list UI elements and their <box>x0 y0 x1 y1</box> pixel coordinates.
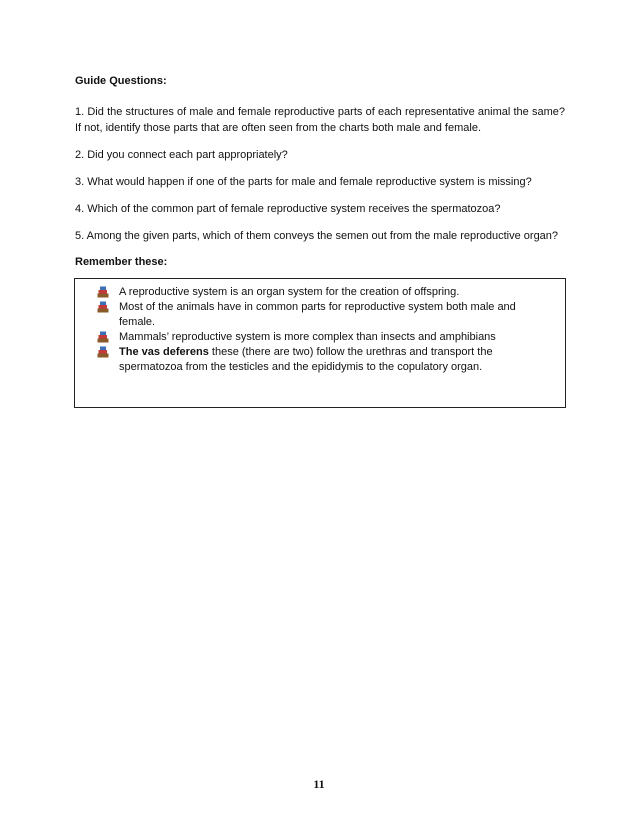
book-shape <box>98 339 109 343</box>
book-stack-icon <box>97 331 109 343</box>
remember-item-text: Mammals’ reproductive system is more complex than insects and amphibians <box>119 331 496 343</box>
book-shape <box>99 335 108 339</box>
guide-question-5: 5. Among the given parts, which of them conveys the semen out from the male reproductive organ? <box>75 230 559 242</box>
book-stack-icon <box>97 286 109 298</box>
book-stack-icon <box>97 346 109 358</box>
book-shape <box>98 354 109 358</box>
book-shape <box>100 302 106 306</box>
remember-item-text: The vas deferens these (there are two) follow the urethras and transport the spermatozoa from the testicles and the epididymis to the copulatory organ. <box>119 346 493 373</box>
book-shape <box>98 309 109 313</box>
remember-item-2 <box>97 300 545 330</box>
book-shape <box>99 305 108 309</box>
remember-heading: Remember these: <box>75 256 168 268</box>
remember-item-1 <box>97 285 545 300</box>
book-shape <box>99 290 108 294</box>
guide-questions-heading: Guide Questions: <box>75 75 167 87</box>
guide-question-2: 2. Did you connect each part appropriately? <box>75 149 288 161</box>
page-content <box>75 74 565 408</box>
guide-question-4: 4. Which of the common part of female reproductive system receives the spermatozoa? <box>75 203 501 215</box>
book-stack-icon <box>97 301 109 313</box>
book-shape <box>100 347 106 351</box>
book-shape <box>98 294 109 298</box>
remember-list <box>97 285 545 375</box>
remember-item-4 <box>97 345 545 375</box>
page-number: 11 <box>313 777 325 791</box>
book-shape <box>100 287 106 291</box>
book-shape <box>99 350 108 354</box>
remember-item-text: A reproductive system is an organ system for the creation of offspring. <box>119 286 460 298</box>
guide-question-3: 3. What would happen if one of the parts for male and female reproductive system is missing? <box>75 176 532 188</box>
remember-item-text: Most of the animals have in common parts for reproductive system both male and female. <box>119 301 516 328</box>
remember-box <box>74 278 566 408</box>
remember-item-3 <box>97 330 545 345</box>
book-shape <box>100 332 106 336</box>
guide-question-1: 1. Did the structures of male and female reproductive parts of each representative animal the same? If not, identify those parts that are often seen from the charts both male and female. <box>75 106 565 134</box>
